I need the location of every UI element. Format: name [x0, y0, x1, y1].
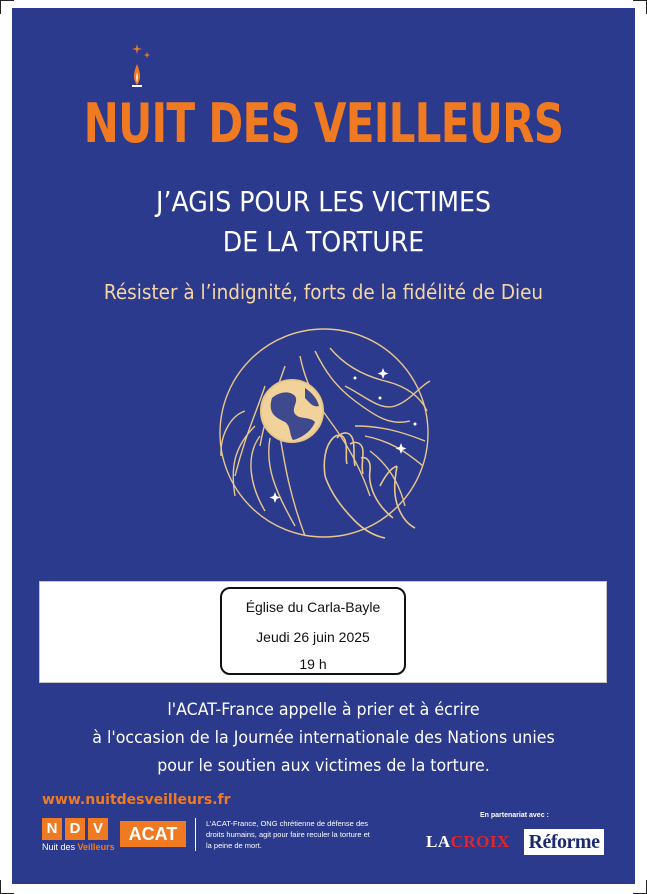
la-croix-logo: LACROIX: [426, 832, 510, 851]
body-line-3: pour le soutien aux victimes de la torture.: [157, 756, 490, 776]
globe-hands-illustration: [205, 326, 443, 540]
subtitle-line-1: J’AGIS POUR LES VICTIMES: [156, 185, 491, 218]
ndv-caption: Nuit des Veilleurs: [42, 842, 115, 852]
subtitle-line-2: DE LA TORTURE: [222, 225, 425, 258]
event-date: Jeudi 26 juin 2025: [256, 629, 370, 645]
acat-description: L’ACAT-France, ONG chrétienne de défense des droits humains, agit pour faire reculer la torture et la peine de mort.: [195, 818, 377, 851]
body-line-2: à l'occasion de la Journée internationale des Nations unies: [92, 728, 555, 748]
acat-logo: ACAT: [120, 821, 186, 847]
crop-mark-top-right: [633, 0, 647, 14]
poster: [12, 8, 635, 884]
poster-subtitle: [43, 182, 604, 262]
event-time: 19 h: [299, 656, 327, 672]
reforme-logo: Réforme: [524, 829, 604, 855]
crop-mark-bottom-right: [633, 880, 647, 894]
call-to-action-text: [34, 696, 613, 780]
body-line-1: l'ACAT-France appelle à prier et à écrire: [167, 700, 480, 720]
event-details-box: [220, 587, 406, 675]
website-link[interactable]: www.nuitdesveilleurs.fr: [42, 792, 231, 808]
poster-tagline: Résister à l’indignité, forts de la fidélité de Dieu: [103, 280, 544, 304]
candle-flame-icon: [129, 41, 153, 97]
partner-label: En partenariat avec :: [480, 812, 549, 819]
event-place: Église du Carla-Bayle: [245, 599, 381, 615]
ndv-letter-d: D: [65, 818, 85, 840]
event-info-band: [39, 581, 607, 683]
ndv-letter-v: V: [88, 818, 108, 840]
ndv-logo: [42, 818, 122, 860]
poster-title: NUIT DES VEILLEURS: [83, 92, 564, 155]
ndv-letter-n: N: [42, 818, 62, 840]
